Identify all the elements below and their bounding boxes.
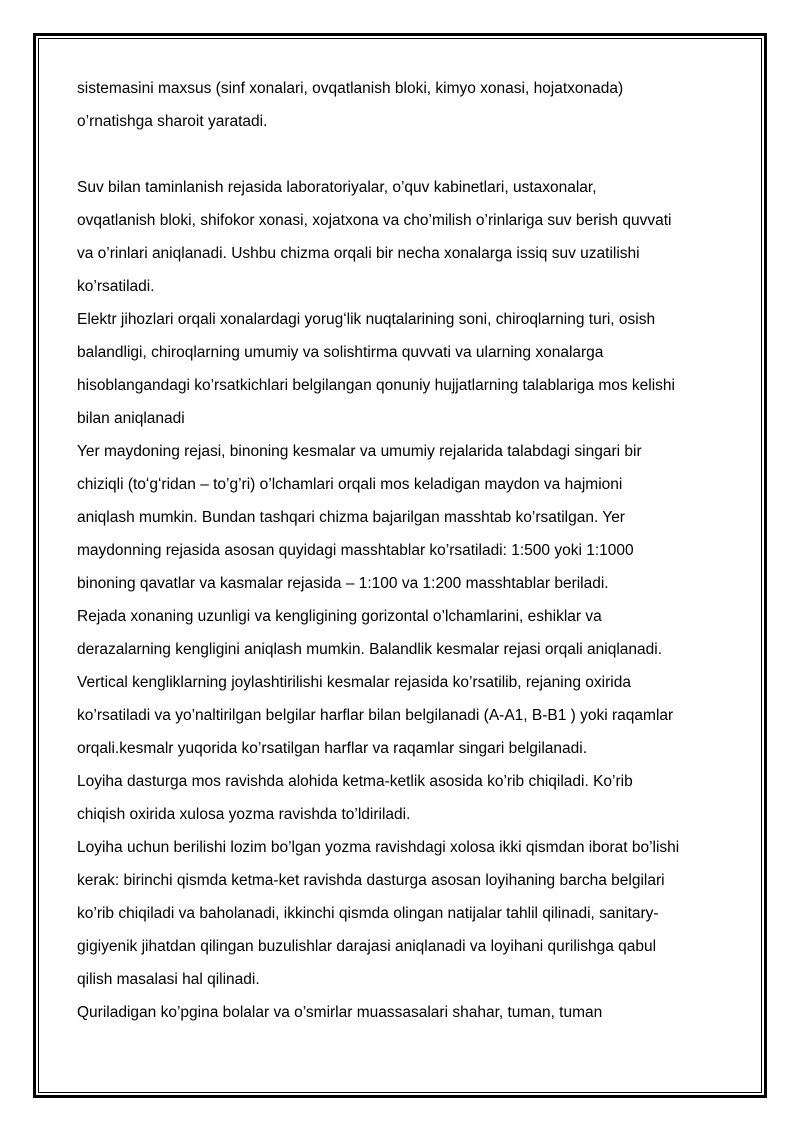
text-line: binoning qavatlar va kasmalar rejasida – 1:100 va 1:200 masshtablar beriladi.: [77, 575, 609, 592]
paragraph: [77, 600, 727, 765]
text-line: ko’rsatiladi.: [77, 278, 155, 295]
text-line: chiqish oxirida xulosa yozma ravishda to’ldiriladi.: [77, 806, 411, 823]
text-line: Loyiha dasturga mos ravishda alohida ketma-ketlik asosida ko’rib chiqiladi. Ko’rib: [77, 773, 633, 790]
text-line: ovqatlanish bloki, shifokor xonasi, xojatxona va cho’milish o’rinlariga suv berish quvvati: [77, 212, 672, 229]
text-line: derazalarning kengligini aniqlash mumkin. Balandlik kesmalar rejasi orqali aniqlanadi.: [77, 641, 663, 658]
paragraph-spacer: [77, 138, 727, 171]
text-line: aniqlash mumkin. Bundan tashqari chizma bajarilgan masshtab ko’rsatilgan. Yer: [77, 509, 625, 526]
paragraph: [77, 435, 727, 600]
text-line: orqali.kesmalr yuqorida ko’rsatilgan harflar va raqamlar singari belgilanadi.: [77, 740, 588, 757]
paragraph: [77, 303, 727, 435]
text-line: qilish masalasi hal qilinadi.: [77, 971, 260, 988]
text-line: sistemasini maxsus (sinf xonalari, ovqatlanish bloki, kimyo xonasi, hojatxonada): [77, 80, 624, 97]
text-line: Elektr jihozlari orqali xonalardagi yorugʻlik nuqtalarining soni, chiroqlarning turi, osish: [77, 311, 656, 328]
text-line: Rejada xonaning uzunligi va kengligining gorizontal o’lchamlarini, eshiklar va: [77, 608, 602, 625]
paragraph: [77, 171, 727, 303]
text-line: Loyiha uchun berilishi lozim bo’lgan yozma ravishdagi xolosa ikki qismdan iborat bo’lishi: [77, 839, 680, 856]
document-body: [77, 72, 727, 1029]
text-line: balandligi, chiroqlarning umumiy va solishtirma quvvati va ularning xonalarga: [77, 344, 604, 361]
text-line: Vertical kengliklarning joylashtirilishi kesmalar rejasida ko’rsatilib, rejaning oxirida: [77, 674, 631, 691]
text-line: hisoblangandagi ko’rsatkichlari belgilangan qonuniy hujjatlarning talablariga mos kelishi: [77, 377, 675, 394]
text-line: Quriladigan ko’pgina bolalar va o’smirlar muassasalari shahar, tuman, tuman: [77, 1004, 603, 1021]
paragraph: [77, 831, 727, 996]
paragraph: [77, 765, 727, 831]
text-line: o’rnatishga sharoit yaratadi.: [77, 113, 268, 130]
paragraph: [77, 72, 727, 138]
text-line: va o’rinlari aniqlanadi. Ushbu chizma orqali bir necha xonalarga issiq suv uzatilishi: [77, 245, 640, 262]
text-line: Suv bilan taminlanish rejasida laboratoriyalar, o’quv kabinetlari, ustaxonalar,: [77, 179, 597, 196]
paragraph: [77, 996, 727, 1029]
text-line: bilan aniqlanadi: [77, 410, 185, 427]
text-line: maydonning rejasida asosan quyidagi masshtablar ko’rsatiladi: 1:500 yoki 1:1000: [77, 542, 634, 559]
text-line: kerak: birinchi qismda ketma-ket ravishda dasturga asosan loyihaning barcha belgilari: [77, 872, 665, 889]
text-line: gigiyenik jihatdan qilingan buzulishlar darajasi aniqlanadi va loyihani qurilishga qabul: [77, 938, 657, 955]
text-line: ko’rsatiladi va yo’naltirilgan belgilar harflar bilan belgilanadi (A-A1, B-B1 ) yoki raqamlar: [77, 707, 674, 724]
text-line: ko’rib chiqiladi va baholanadi, ikkinchi qismda olingan natijalar tahlil qilinadi, sanitary-: [77, 905, 659, 922]
text-line: chiziqli (toʻgʻridan – to’g’ri) o’lchamlari orqali mos keladigan maydon va hajmioni: [77, 476, 623, 493]
text-line: Yer maydoning rejasi, binoning kesmalar va umumiy rejalarida talabdagi singari bir: [77, 443, 642, 460]
